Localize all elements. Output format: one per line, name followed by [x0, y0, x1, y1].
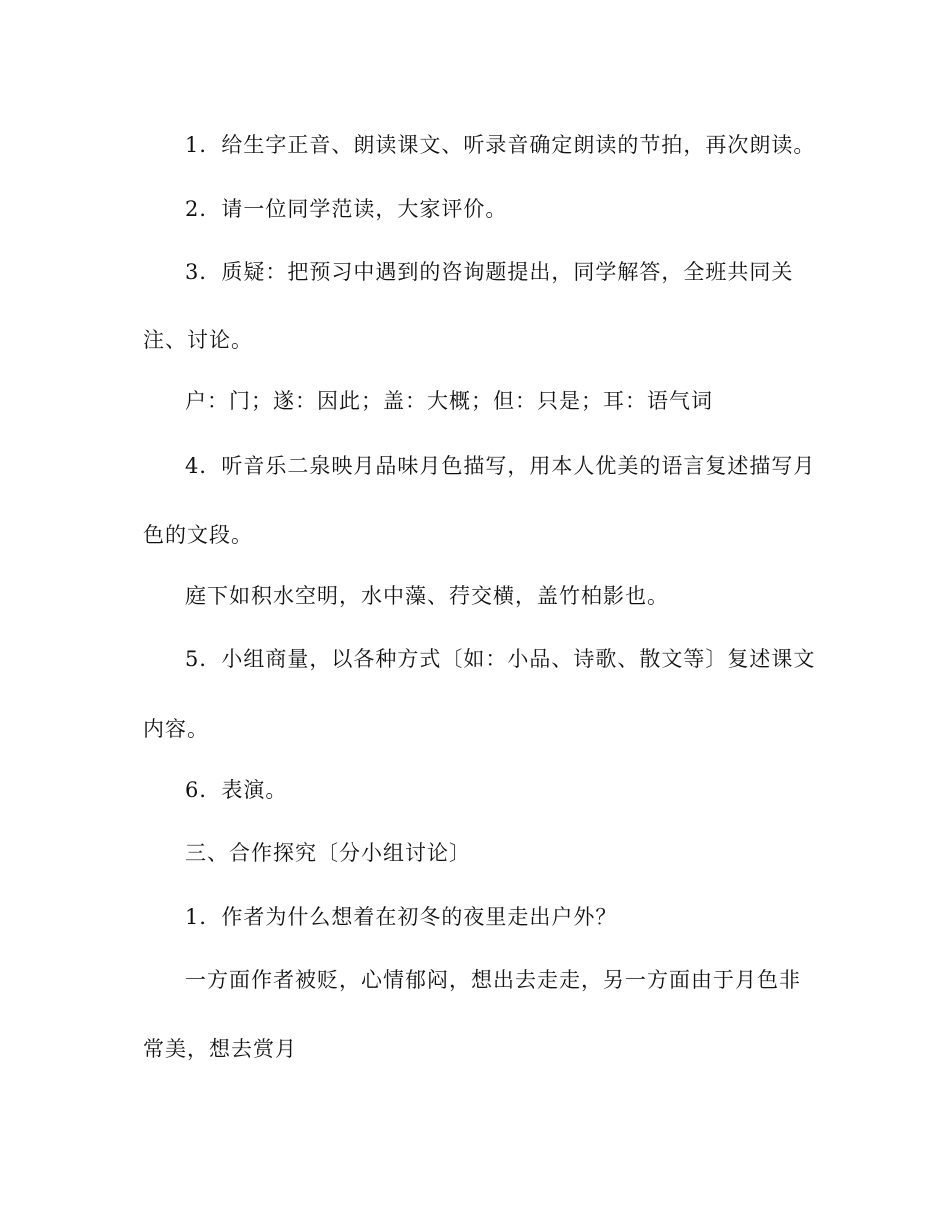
paragraph-quote: 庭下如积水空明，水中藻、荇交横，盖竹柏影也。 [185, 584, 669, 608]
paragraph-step-5-continued: 内容。 [143, 717, 209, 741]
paragraph-step-6: 6．表演。 [185, 778, 288, 802]
paragraph-answer-1: 一方面作者被贬，心情郁闷，想出去走走，另一方面由于月色非 [185, 968, 801, 992]
section-heading: 三、合作探究〔分小组讨论〕 [185, 841, 471, 865]
paragraph-step-1: 1．给生字正音、朗读课文、听录音确定朗读的节拍，再次朗读。 [185, 133, 816, 157]
paragraph-step-3: 3．质疑：把预习中遇到的咨询题提出，同学解答，全班共同关 [185, 260, 794, 284]
paragraph-step-4-continued: 色的文段。 [143, 523, 253, 547]
paragraph-step-5: 5．小组商量，以各种方式〔如：小品、诗歌、散文等〕复述课文 [185, 647, 816, 671]
paragraph-step-4: 4．听音乐二泉映月品味月色描写，用本人优美的语言复述描写月 [185, 454, 816, 478]
paragraph-glossary: 户：门；遂：因此；盖：大概；但：只是；耳：语气词 [185, 389, 713, 413]
paragraph-answer-1-continued: 常美，想去赏月 [143, 1037, 297, 1061]
paragraph-step-3-continued: 注、讨论。 [143, 328, 253, 352]
paragraph-question-1: 1．作者为什么想着在初冬的夜里走出户外？ [185, 905, 618, 929]
paragraph-step-2: 2．请一位同学范读，大家评价。 [185, 197, 508, 221]
